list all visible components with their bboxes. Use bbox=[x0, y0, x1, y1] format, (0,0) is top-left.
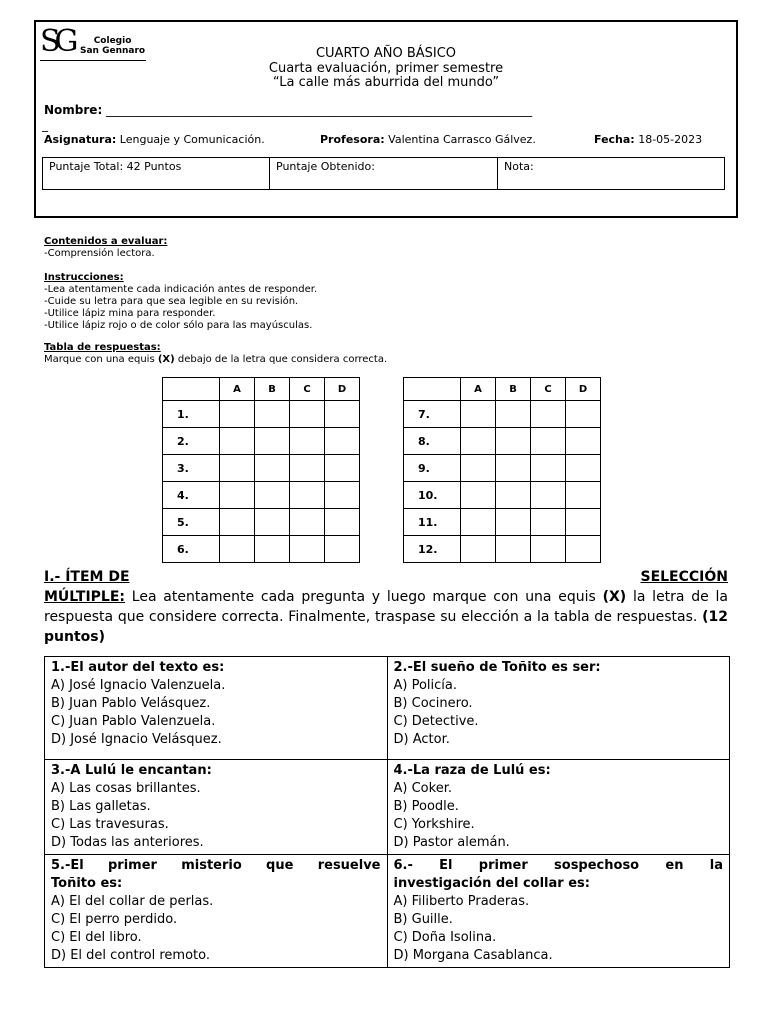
answer-cell[interactable] bbox=[325, 482, 360, 509]
answer-cell[interactable] bbox=[531, 509, 566, 536]
answer-cell[interactable] bbox=[325, 536, 360, 563]
answer-cell[interactable] bbox=[531, 482, 566, 509]
question-text-line2: Toñito es: bbox=[51, 876, 123, 891]
row-number: 10. bbox=[404, 482, 461, 509]
question-text: 4.-La raza de Lulú es: bbox=[393, 763, 551, 778]
contenidos-title: Contenidos a evaluar: bbox=[44, 236, 168, 247]
option: A) El del collar de perlas. bbox=[51, 894, 214, 909]
instruccion-item: -Lea atentamente cada indicación antes de responder. bbox=[44, 284, 318, 295]
answer-cell[interactable] bbox=[566, 428, 601, 455]
nombre-line[interactable]: _______________________________________________________________________ bbox=[106, 103, 533, 117]
row-number: 4. bbox=[163, 482, 220, 509]
answer-cell[interactable] bbox=[290, 482, 325, 509]
doc-title-evaluation: Cuarta evaluación, primer semestre bbox=[268, 61, 504, 76]
answer-cell[interactable] bbox=[255, 401, 290, 428]
col-header: D bbox=[566, 378, 601, 401]
tabla-title: Tabla de respuestas: bbox=[44, 342, 161, 353]
answer-cell[interactable] bbox=[566, 401, 601, 428]
option: B) Juan Pablo Velásquez. bbox=[51, 696, 211, 711]
profesora-row bbox=[320, 133, 536, 146]
option: D) Actor. bbox=[393, 732, 450, 747]
logo-line2: San Gennaro bbox=[80, 46, 146, 56]
question-text: 1.-El autor del texto es: bbox=[51, 660, 225, 675]
question-text: 3.-A Lulú le encantan: bbox=[51, 763, 212, 778]
col-header: B bbox=[496, 378, 531, 401]
nombre-line-continued: _ bbox=[42, 118, 48, 132]
questions-table bbox=[44, 656, 730, 968]
option: A) Las cosas brillantes. bbox=[51, 781, 201, 796]
puntaje-total: Puntaje Total: 42 Puntos bbox=[43, 158, 270, 189]
section1-title-b: SELECCIÓN bbox=[640, 569, 728, 585]
answer-cell[interactable] bbox=[220, 509, 255, 536]
asignatura-label: Asignatura: bbox=[44, 133, 117, 146]
col-header: C bbox=[531, 378, 566, 401]
answer-cell[interactable] bbox=[566, 455, 601, 482]
row-number: 11. bbox=[404, 509, 461, 536]
col-header: D bbox=[325, 378, 360, 401]
answer-cell[interactable] bbox=[290, 536, 325, 563]
option: B) Cocinero. bbox=[393, 696, 473, 711]
row-number: 2. bbox=[163, 428, 220, 455]
answer-cell[interactable] bbox=[531, 455, 566, 482]
option: D) José Ignacio Velásquez. bbox=[51, 732, 222, 747]
instruccion-item: -Utilice lápiz mina para responder. bbox=[44, 308, 216, 319]
option: B) Poodle. bbox=[393, 799, 459, 814]
option: D) Morgana Casablanca. bbox=[393, 948, 553, 963]
answer-cell[interactable] bbox=[566, 536, 601, 563]
fecha-label: Fecha: bbox=[594, 133, 635, 146]
answer-cell[interactable] bbox=[220, 455, 255, 482]
answer-table-left bbox=[162, 377, 360, 563]
option: C) Yorkshire. bbox=[393, 817, 475, 832]
answer-cell[interactable] bbox=[255, 428, 290, 455]
section1-title-a: I.- ÍTEM DE bbox=[44, 569, 130, 585]
contenidos-item: -Comprensión lectora. bbox=[44, 248, 155, 259]
answer-cell[interactable] bbox=[220, 428, 255, 455]
instrucciones-title: Instrucciones: bbox=[44, 272, 124, 283]
option: C) Juan Pablo Valenzuela. bbox=[51, 714, 216, 729]
section1-title-row bbox=[44, 567, 728, 587]
answer-cell[interactable] bbox=[461, 428, 496, 455]
answer-cell[interactable] bbox=[566, 509, 601, 536]
profesora-value: Valentina Carrasco Gálvez. bbox=[388, 133, 536, 146]
option: C) El del libro. bbox=[51, 930, 142, 945]
question-text-line1: 5.-El primer misterio que resuelve bbox=[51, 858, 381, 873]
answer-cell[interactable] bbox=[496, 509, 531, 536]
question-text-line2: investigación del collar es: bbox=[393, 876, 590, 891]
nota[interactable]: Nota: bbox=[504, 160, 534, 173]
answer-cell[interactable] bbox=[255, 509, 290, 536]
tabla-section bbox=[44, 342, 387, 366]
contenidos-section bbox=[44, 236, 167, 260]
row-number: 8. bbox=[404, 428, 461, 455]
question-1 bbox=[45, 657, 388, 760]
answer-cell[interactable] bbox=[325, 428, 360, 455]
score-box bbox=[42, 157, 725, 190]
answer-cell[interactable] bbox=[220, 482, 255, 509]
question-3 bbox=[45, 760, 388, 855]
answer-cell[interactable] bbox=[290, 455, 325, 482]
option: D) Todas las anteriores. bbox=[51, 835, 204, 850]
answer-cell[interactable] bbox=[290, 509, 325, 536]
fecha-row bbox=[594, 133, 702, 146]
option: C) El perro perdido. bbox=[51, 912, 178, 927]
section1-instructions bbox=[44, 567, 728, 647]
answer-cell[interactable] bbox=[461, 482, 496, 509]
option: D) El del control remoto. bbox=[51, 948, 210, 963]
answer-cell[interactable] bbox=[531, 428, 566, 455]
answer-cell[interactable] bbox=[496, 536, 531, 563]
corner-cell bbox=[404, 378, 461, 401]
option: D) Pastor alemán. bbox=[393, 835, 510, 850]
option: B) Las galletas. bbox=[51, 799, 151, 814]
question-4 bbox=[387, 760, 730, 855]
answer-table-right bbox=[403, 377, 601, 563]
answer-cell[interactable] bbox=[255, 536, 290, 563]
answer-cell[interactable] bbox=[496, 401, 531, 428]
row-number: 12. bbox=[404, 536, 461, 563]
tabla-instruction: Marque con una equis (X) debajo de la letra que considera correcta. bbox=[44, 354, 388, 365]
option: B) Guille. bbox=[393, 912, 453, 927]
row-number: 3. bbox=[163, 455, 220, 482]
logo-initials: SG bbox=[40, 24, 73, 59]
question-text-line1: 6.- El primer sospechoso en la bbox=[393, 858, 723, 873]
answer-cell[interactable] bbox=[496, 482, 531, 509]
option: A) Filiberto Praderas. bbox=[393, 894, 530, 909]
answer-cell[interactable] bbox=[325, 401, 360, 428]
asignatura-row bbox=[44, 133, 265, 146]
row-number: 5. bbox=[163, 509, 220, 536]
col-header: B bbox=[255, 378, 290, 401]
answer-cell[interactable] bbox=[325, 455, 360, 482]
answer-cell[interactable] bbox=[496, 455, 531, 482]
answer-cell[interactable] bbox=[290, 401, 325, 428]
answer-cell[interactable] bbox=[531, 536, 566, 563]
nombre-row bbox=[44, 103, 532, 117]
answer-cell[interactable] bbox=[566, 482, 601, 509]
logo-line1: Colegio bbox=[93, 36, 132, 46]
col-header: A bbox=[461, 378, 496, 401]
option: A) Policía. bbox=[393, 678, 458, 693]
col-header: C bbox=[290, 378, 325, 401]
answer-cell[interactable] bbox=[461, 455, 496, 482]
answer-cell[interactable] bbox=[531, 401, 566, 428]
corner-cell bbox=[163, 378, 220, 401]
answer-cell[interactable] bbox=[220, 401, 255, 428]
answer-cell[interactable] bbox=[461, 536, 496, 563]
question-2 bbox=[387, 657, 730, 760]
answer-cell[interactable] bbox=[325, 509, 360, 536]
answer-cell[interactable] bbox=[290, 428, 325, 455]
answer-cell[interactable] bbox=[220, 536, 255, 563]
answer-cell[interactable] bbox=[255, 482, 290, 509]
question-6 bbox=[387, 855, 730, 968]
row-number: 6. bbox=[163, 536, 220, 563]
fecha-value: 18-05-2023 bbox=[638, 133, 703, 146]
instruccion-item: -Utilice lápiz rojo o de color sólo para las mayúsculas. bbox=[44, 320, 313, 331]
answer-cell[interactable] bbox=[461, 401, 496, 428]
instrucciones-section bbox=[44, 272, 317, 332]
profesora-label: Profesora: bbox=[320, 133, 385, 146]
answer-cell[interactable] bbox=[461, 509, 496, 536]
answer-cell[interactable] bbox=[255, 455, 290, 482]
row-number: 9. bbox=[404, 455, 461, 482]
col-header: A bbox=[220, 378, 255, 401]
row-number: 7. bbox=[404, 401, 461, 428]
option: C) Detective. bbox=[393, 714, 479, 729]
option: C) Doña Isolina. bbox=[393, 930, 497, 945]
section1-body: MÚLTIPLE: Lea atentamente cada pregunta y luego marque con una equis (X) la letra de la respuesta que considere correcta. Finalmente, traspase su elección a la tabla de respuestas. (12 puntos) bbox=[44, 589, 728, 645]
option: C) Las travesuras. bbox=[51, 817, 169, 832]
instruccion-item: -Cuide su letra para que sea legible en su revisión. bbox=[44, 296, 299, 307]
question-text: 2.-El sueño de Toñito es ser: bbox=[393, 660, 601, 675]
doc-title-grade: CUARTO AÑO BÁSICO bbox=[315, 46, 457, 61]
question-5 bbox=[45, 855, 388, 968]
option: A) Coker. bbox=[393, 781, 452, 796]
asignatura-value: Lenguaje y Comunicación. bbox=[119, 133, 265, 146]
answer-cell[interactable] bbox=[496, 428, 531, 455]
puntaje-obtenido[interactable]: Puntaje Obtenido: bbox=[270, 158, 498, 189]
nombre-label: Nombre: bbox=[44, 103, 103, 117]
option: A) José Ignacio Valenzuela. bbox=[51, 678, 226, 693]
doc-title-book: “La calle más aburrida del mundo” bbox=[272, 75, 500, 90]
row-number: 1. bbox=[163, 401, 220, 428]
